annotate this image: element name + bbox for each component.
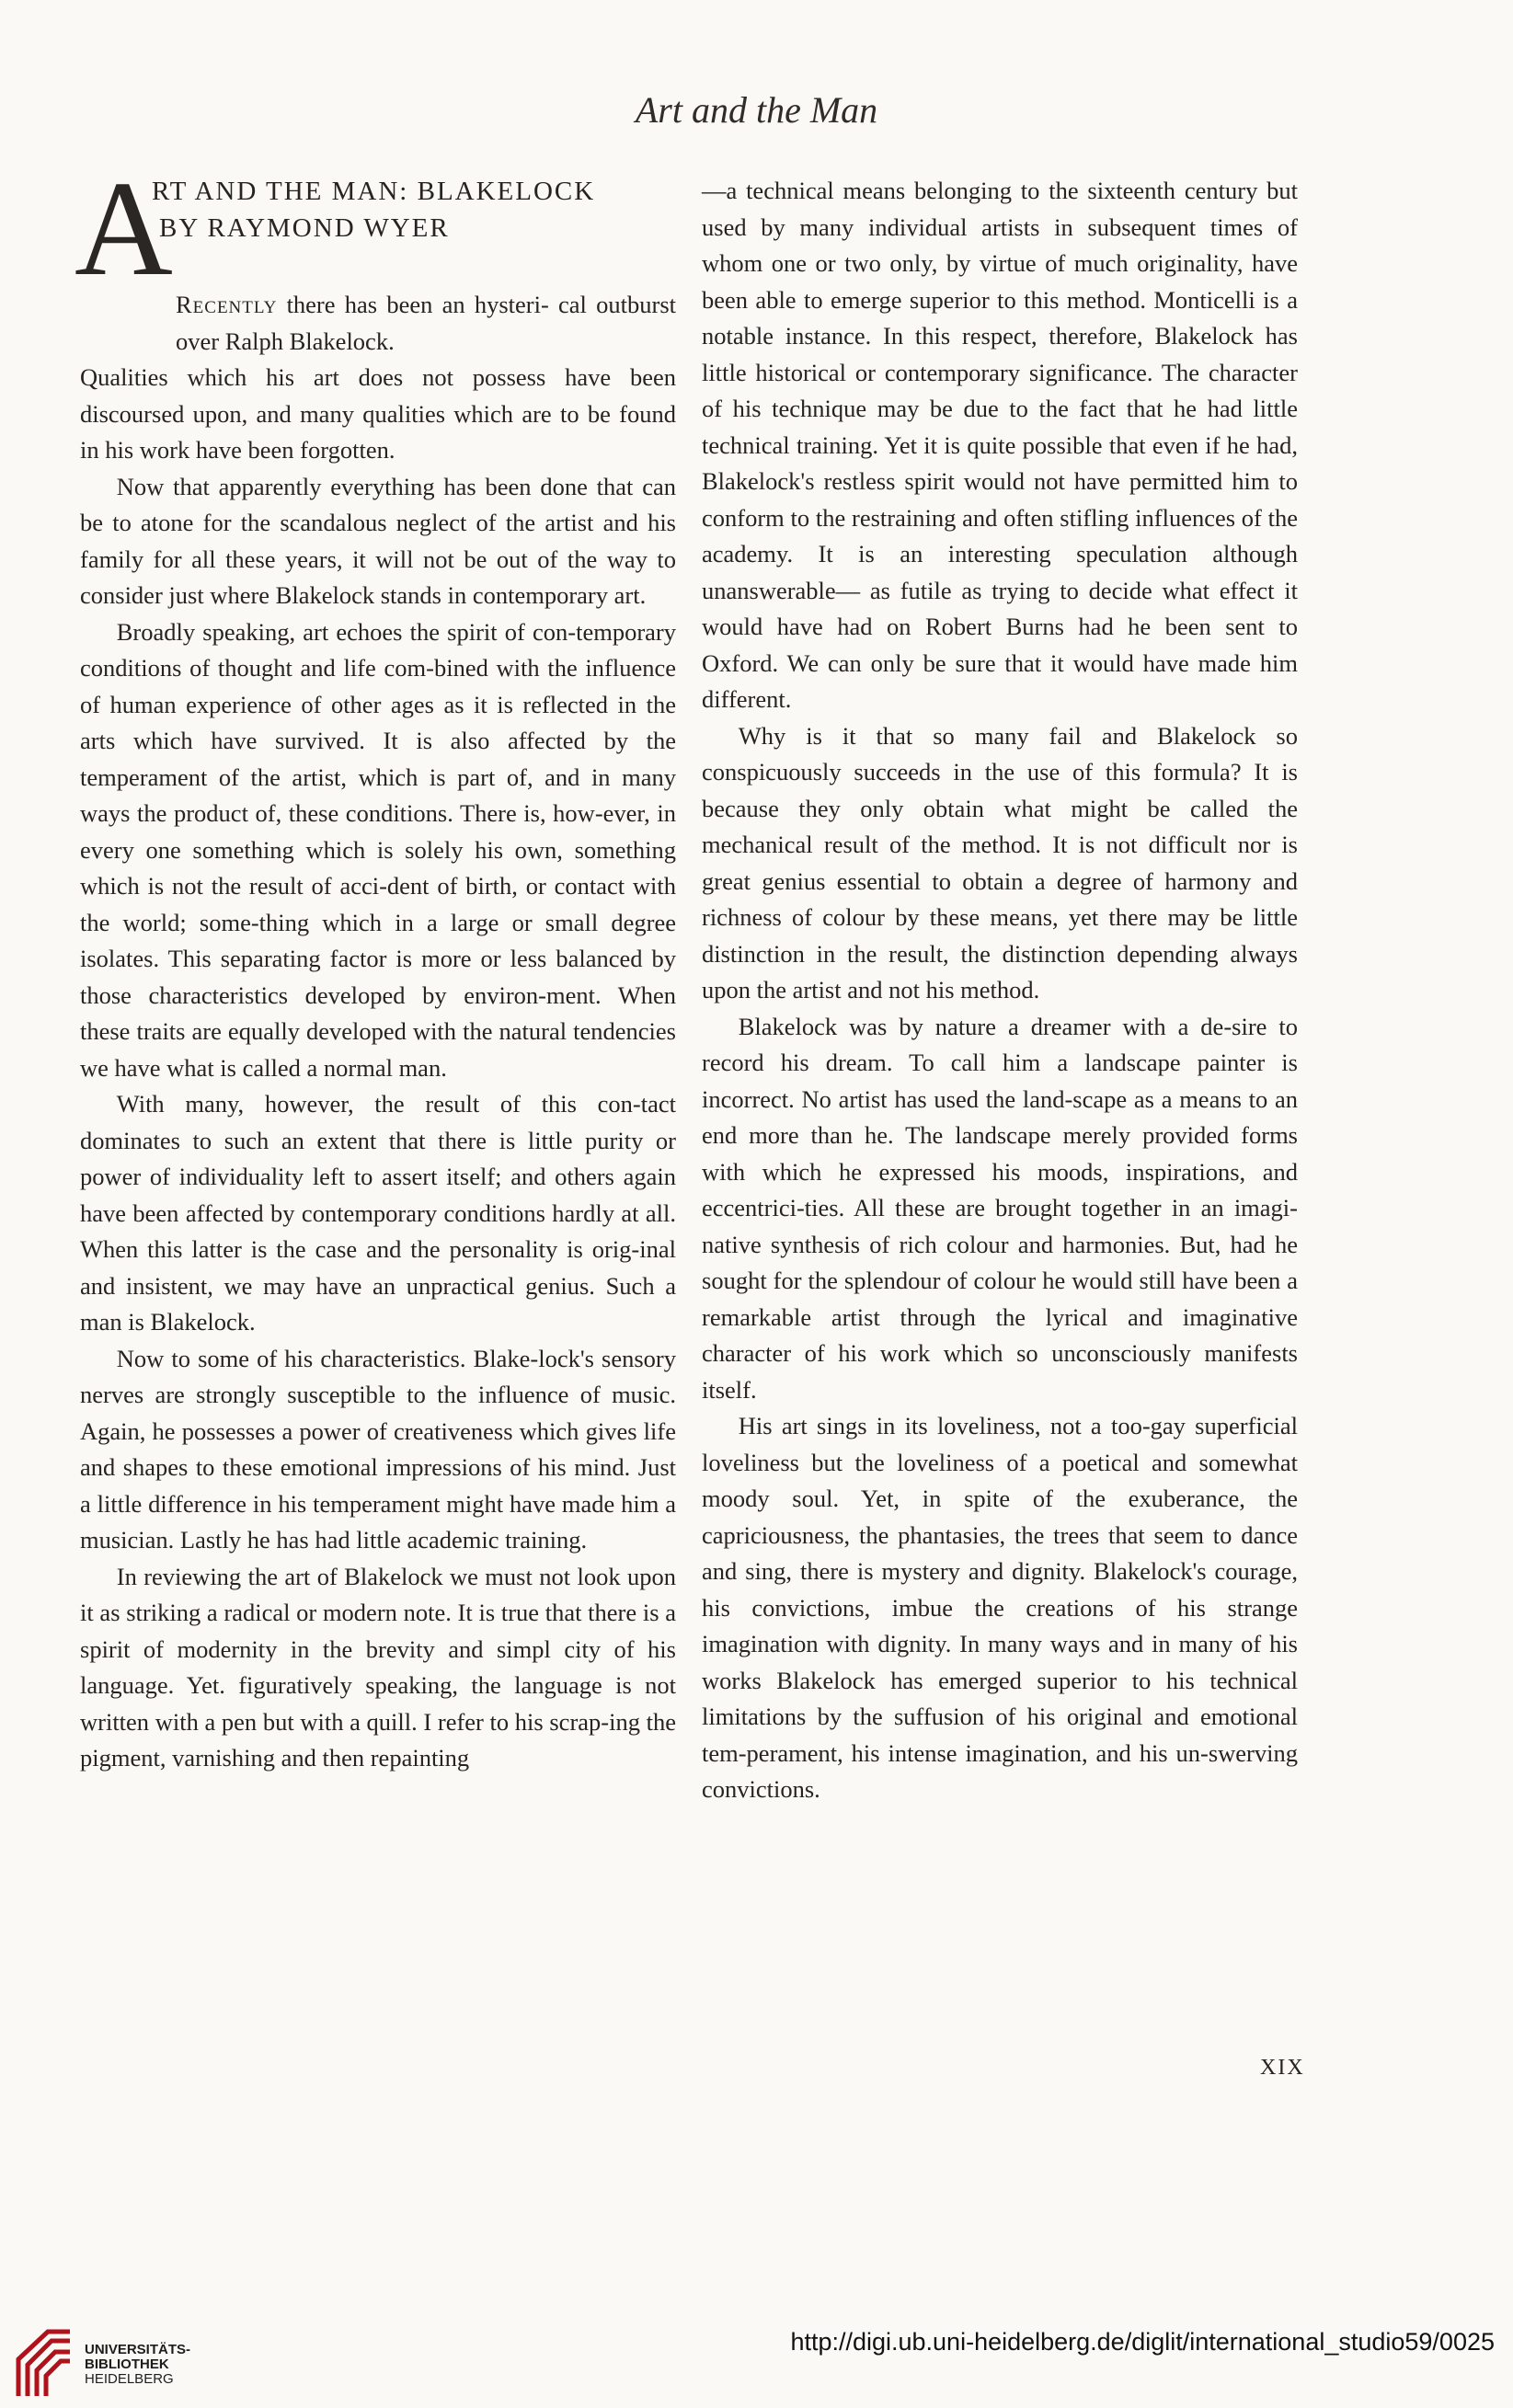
- paragraph-text: cal outburst over Ralph Blakelock.: [176, 291, 677, 355]
- page-number: XIX: [1260, 2056, 1305, 2080]
- digitization-footer: [0, 2322, 1513, 2408]
- library-name-line: BIBLIOTHEK: [85, 2356, 169, 2372]
- drop-cap: A: [75, 154, 173, 304]
- paragraph: Now that apparently everything has been done that can be to atone for the scandalous neglect of the artist and his family for all these years, it will not be out of the way to consider just where Blakelock stands in contemporary art.: [80, 472, 676, 609]
- article-title: RT AND THE MAN: BLAKELOCK: [152, 177, 596, 206]
- library-logo-icon[interactable]: [11, 2322, 75, 2398]
- paragraph: Qualities which his art does not possess have been discoursed upon, and many qualities which are to be found in his work have been forgotten.: [80, 363, 676, 464]
- paragraph: —a technical means belonging to the sixteenth century but used by many individual artists in subsequent times of whom one or two only, by virtue of much originality, have been able to emerge superior to this method. Monticelli is a notable instance. In this respect, therefore, Blakelock has little historical or contemporary significance. The character of his technique may be due to the fact that he had little technical training. Yet it is quite possible that even if he had, Blakelock's restless spirit would not have permitted him to conform to the restraining and often stifling influences of the academy. It is an interesting speculation although unanswerable— as futile as trying to decide what effect it would have had on Robert Burns had he been sent to Oxford. We can only be sure that it would have made him different.: [702, 177, 1298, 713]
- lead-in-word: Recently: [176, 291, 278, 318]
- paragraph: In reviewing the art of Blakelock we must not look upon it as striking a radical or modern note. It is true that there is a spirit of modernity in the brevity and simpl city of his language. Yet. figuratively speaking, the language is not written with a pen but with a quill. I refer to his scrap-ing the pigment, varnishing and then repainting: [80, 1562, 676, 1772]
- paragraph: With many, however, the result of this con-tact dominates to such an extent that there is little purity or power of individuality left to assert itself; and others again have been affected by contemporary conditions hardly at all. When this latter is the case and the personality is orig-inal and insistent, we may have an unpractical genius. Such a man is Blakelock.: [80, 1090, 676, 1336]
- running-head: Art and the Man: [635, 89, 878, 131]
- paragraph: Why is it that so many fail and Blakelock so conspicuously succeeds in the use of this formula? It is because they only obtain what might be called the mechanical result of the method. It is not difficult nor is great genius essential to obtain a degree of harmony and richness of colour by these means, yet there may be little distinction in the result, the distinction depending always upon the artist and not his method.: [702, 721, 1298, 1003]
- paragraph: [176, 287, 676, 360]
- paragraph: His art sings in its loveliness, not a too-gay superficial loveliness but the loveliness of a poetical and somewhat moody soul. Yet, in spite of the exuberance, the capriciousness, the phantasies, the trees that seem to dance and sing, there is mystery and dignity. Blakelock's courage, his convictions, imbue the creations of his strange imagination with dignity. In many ways and in many of his works Blakelock has emerged superior to his technical limitations by the suffusion of his original and emotional tem-perament, his intense imagination, and his un-swerving convictions.: [702, 1412, 1298, 1803]
- paragraph: Now to some of his characteristics. Blake-lock's sensory nerves are strongly susceptible to the influence of music. Again, he possesses a power of creativeness which gives life and shapes to these emotional impressions of his mind. Just a little difference in his temperament might have made him a musician. Lastly he has had little academic training.: [80, 1344, 676, 1554]
- paragraph: Blakelock was by nature a dreamer with a de-sire to record his dream. To call him a landscape painter is incorrect. No artist has used the land-scape as a means to an end more than he. The landscape merely provided forms with which he expressed his moods, inspirations, and eccentrici-ties. All these are brought together in an imagi-native synthesis of rich colour and harmonies. But, had he sought for the splendour of colour he would still have been a remarkable artist through the lyrical and imaginative character of his work which so unconsciously manifests itself.: [702, 1012, 1298, 1404]
- left-column: [75, 154, 677, 1777]
- library-name-line: UNIVERSITÄTS-: [85, 2342, 191, 2357]
- paragraph-text: there has been an hysteri-: [286, 291, 549, 318]
- paragraph: Broadly speaking, art echoes the spirit of con-temporary conditions of thought and life com-bined with the influence of human experience of other ages as it is reflected in the arts which have survived. It is also affected by the temperament of the artist, which is part of, and in many ways the product of, these conditions. There is, how-ever, in every one something which is solely his own, something which is not the result of acci-dent of birth, or contact with the world; some-thing which in a large or small degree isolates. This separating factor is more or less balanced by those characteristics developed by environ-ment. When these traits are equally developed with the natural tendencies we have what is called a normal man.: [80, 617, 676, 1082]
- article-byline: BY RAYMOND WYER: [159, 213, 450, 243]
- source-url-link[interactable]: http://digi.ub.uni-heidelberg.de/diglit/international_studio59/0025: [790, 2328, 1495, 2356]
- library-name: [85, 2343, 190, 2387]
- right-column: [702, 173, 1298, 1808]
- library-name-line: HEIDELBERG: [85, 2371, 174, 2387]
- article-heading: [75, 154, 676, 304]
